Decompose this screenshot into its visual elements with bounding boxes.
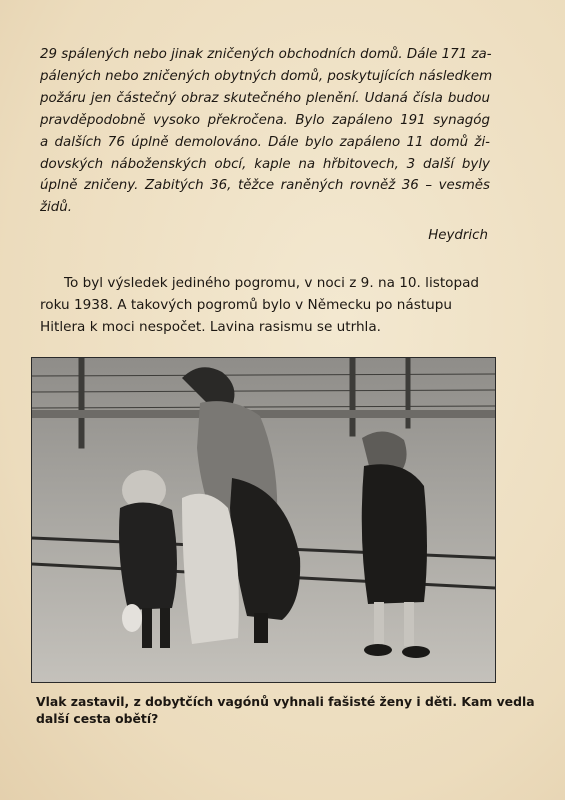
- body-line: roku 1938. A takových pogromů bylo v Německu po nástupu: [40, 297, 453, 313]
- body-line: Hitlera k moci nespočet. Lavina rasismu se utrhla.: [40, 319, 381, 335]
- photo-caption: [36, 693, 535, 727]
- quote-signature: Heydrich: [428, 228, 488, 243]
- quote-line: dovských náboženských obcí, kaple na hřbitovech, 3 další byly: [40, 156, 490, 172]
- quoted-report: [40, 44, 493, 219]
- quote-line: úplně zničeny. Zabitých 36, těžce raněných rovněž 36 – vesměs: [40, 178, 490, 194]
- historical-photograph: [31, 357, 496, 683]
- caption-line: další cesta obětí?: [36, 711, 159, 726]
- body-line: To byl výsledek jediného pogromu, v noci z 9. na 10. listopad: [64, 275, 480, 291]
- caption-line: Vlak zastavil, z dobytčích vagónů vyhnali fašisté ženy i děti. Kam vedla: [36, 694, 535, 709]
- quote-line: pálených nebo zničených obytných domů, poskytujících následkem: [40, 68, 493, 84]
- body-paragraph: [40, 272, 492, 338]
- quote-line: a dalších 76 úplně demolováno. Dále bylo zapáleno 11 domů ži-: [40, 134, 490, 150]
- photo-illustration: [32, 358, 495, 682]
- quote-line: 29 spálených nebo jinak zničených obchodních domů. Dále 171 za-: [40, 47, 492, 62]
- quote-line: požáru jen částečný obraz skutečného plenění. Udaná čísla budou: [40, 90, 490, 106]
- quote-line: židů.: [40, 200, 72, 216]
- quote-line: pravděpodobně vysoko překročena. Bylo zapáleno 191 synagóg: [40, 112, 490, 128]
